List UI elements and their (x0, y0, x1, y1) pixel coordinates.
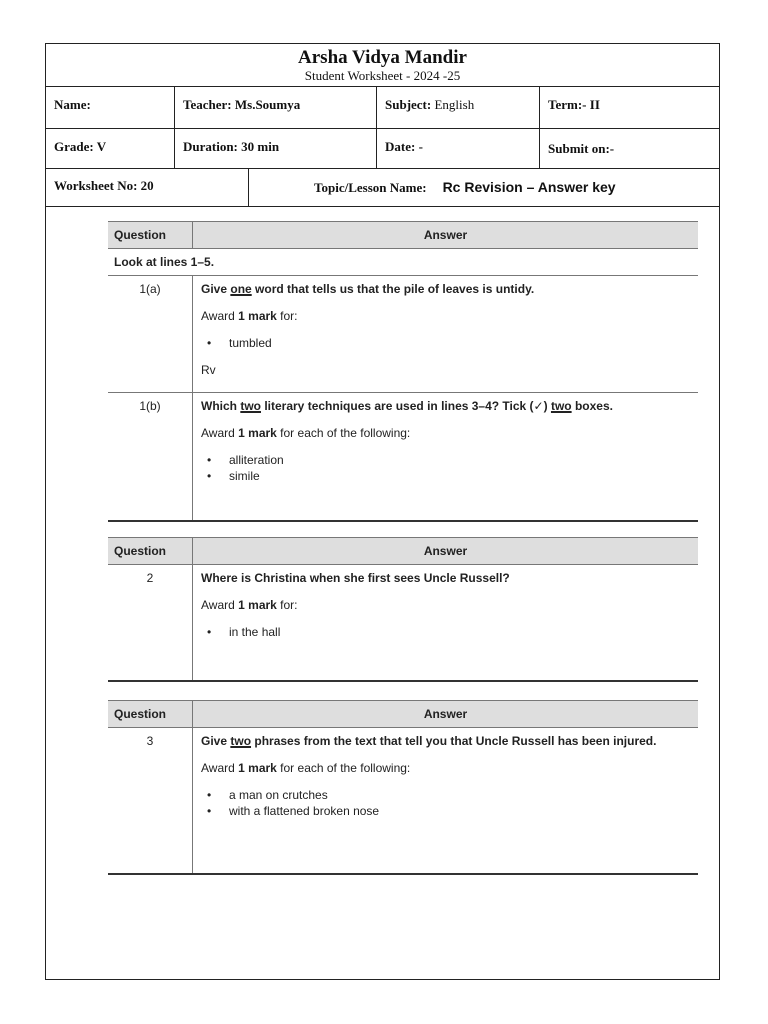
answer-column-header: Answer (193, 701, 699, 728)
submit-on-field: Submit on:- (539, 129, 721, 168)
answer-list (201, 452, 692, 484)
list-item: • simile (207, 468, 692, 484)
emphasis-word: one (230, 282, 252, 296)
info-row-2 (46, 128, 719, 168)
topic-label: Topic/Lesson Name: (314, 180, 427, 195)
question-column-header: Question (108, 701, 193, 728)
info-row-1 (46, 86, 719, 128)
table-row (108, 393, 698, 521)
answer-list (201, 335, 692, 351)
emphasis-word: two (550, 399, 572, 413)
list-item: • in the hall (207, 624, 692, 640)
question-text: Give one word that tells us that the pile of leaves is untidy. (201, 282, 535, 296)
award-line: Award 1 mark for: (201, 598, 298, 612)
info-grid (46, 86, 719, 206)
answer-table-1 (108, 221, 698, 522)
question-number: 3 (108, 728, 193, 874)
table-row (108, 565, 698, 681)
table-header-row (108, 701, 698, 728)
info-row-3 (46, 168, 719, 206)
term-field: Term:- II (539, 87, 721, 128)
duration-field: Duration: 30 min (174, 129, 376, 168)
question-number: 1(a) (108, 276, 193, 393)
answer-column-header: Answer (193, 538, 699, 565)
table-header-row (108, 222, 698, 249)
school-name: Arsha Vidya Mandir (298, 47, 467, 68)
subject-field (376, 87, 539, 128)
answer-cell (193, 728, 699, 874)
question-text: Give two phrases from the text that tell you that Uncle Russell has been injured. (201, 734, 657, 748)
answer-list (201, 787, 692, 819)
answer-table-2 (108, 537, 698, 682)
teacher-field: Teacher: Ms.Soumya (174, 87, 376, 128)
topic-field (248, 169, 721, 206)
list-item: • with a flattened broken nose (207, 803, 692, 819)
worksheet-number: Worksheet No: 20 (54, 178, 154, 193)
award-line: Award 1 mark for each of the following: (201, 761, 411, 775)
worksheet-subtitle: Student Worksheet - 2024 -25 (304, 68, 461, 83)
list-item: • a man on crutches (207, 787, 692, 803)
answer-column-header: Answer (193, 222, 699, 249)
answer-note: Rv (201, 363, 216, 377)
grade-field: Grade: V (54, 139, 107, 154)
emphasis-word: two (230, 734, 252, 748)
emphasis-word: two (240, 399, 261, 413)
question-number: 1(b) (108, 393, 193, 521)
answer-list (201, 624, 692, 640)
section-instruction: Look at lines 1–5. (108, 249, 698, 276)
answer-cell (193, 276, 699, 393)
answer-table-3 (108, 700, 698, 875)
question-number: 2 (108, 565, 193, 681)
subject-label: Subject: (385, 97, 432, 112)
header-bottom-rule (46, 206, 719, 207)
answer-cell (193, 393, 699, 521)
section-row (108, 249, 698, 276)
question-text: Which two literary techniques are used in lines 3–4? Tick (✓) two boxes. (201, 399, 613, 413)
date-field: Date: - (376, 129, 539, 168)
table-header-row (108, 538, 698, 565)
question-column-header: Question (108, 222, 193, 249)
topic-value: Rc Revision – Answer key (442, 179, 616, 195)
table-row (108, 276, 698, 393)
award-line: Award 1 mark for: (201, 309, 298, 323)
list-item: • alliteration (207, 452, 692, 468)
list-item: • tumbled (207, 335, 692, 351)
name-field: Name: (54, 97, 91, 112)
award-line: Award 1 mark for each of the following: (201, 426, 411, 440)
table-row (108, 728, 698, 874)
question-column-header: Question (108, 538, 193, 565)
answer-cell (193, 565, 699, 681)
question-text: Where is Christina when she first sees Uncle Russell? (201, 571, 510, 585)
subject-value: English (434, 97, 475, 112)
